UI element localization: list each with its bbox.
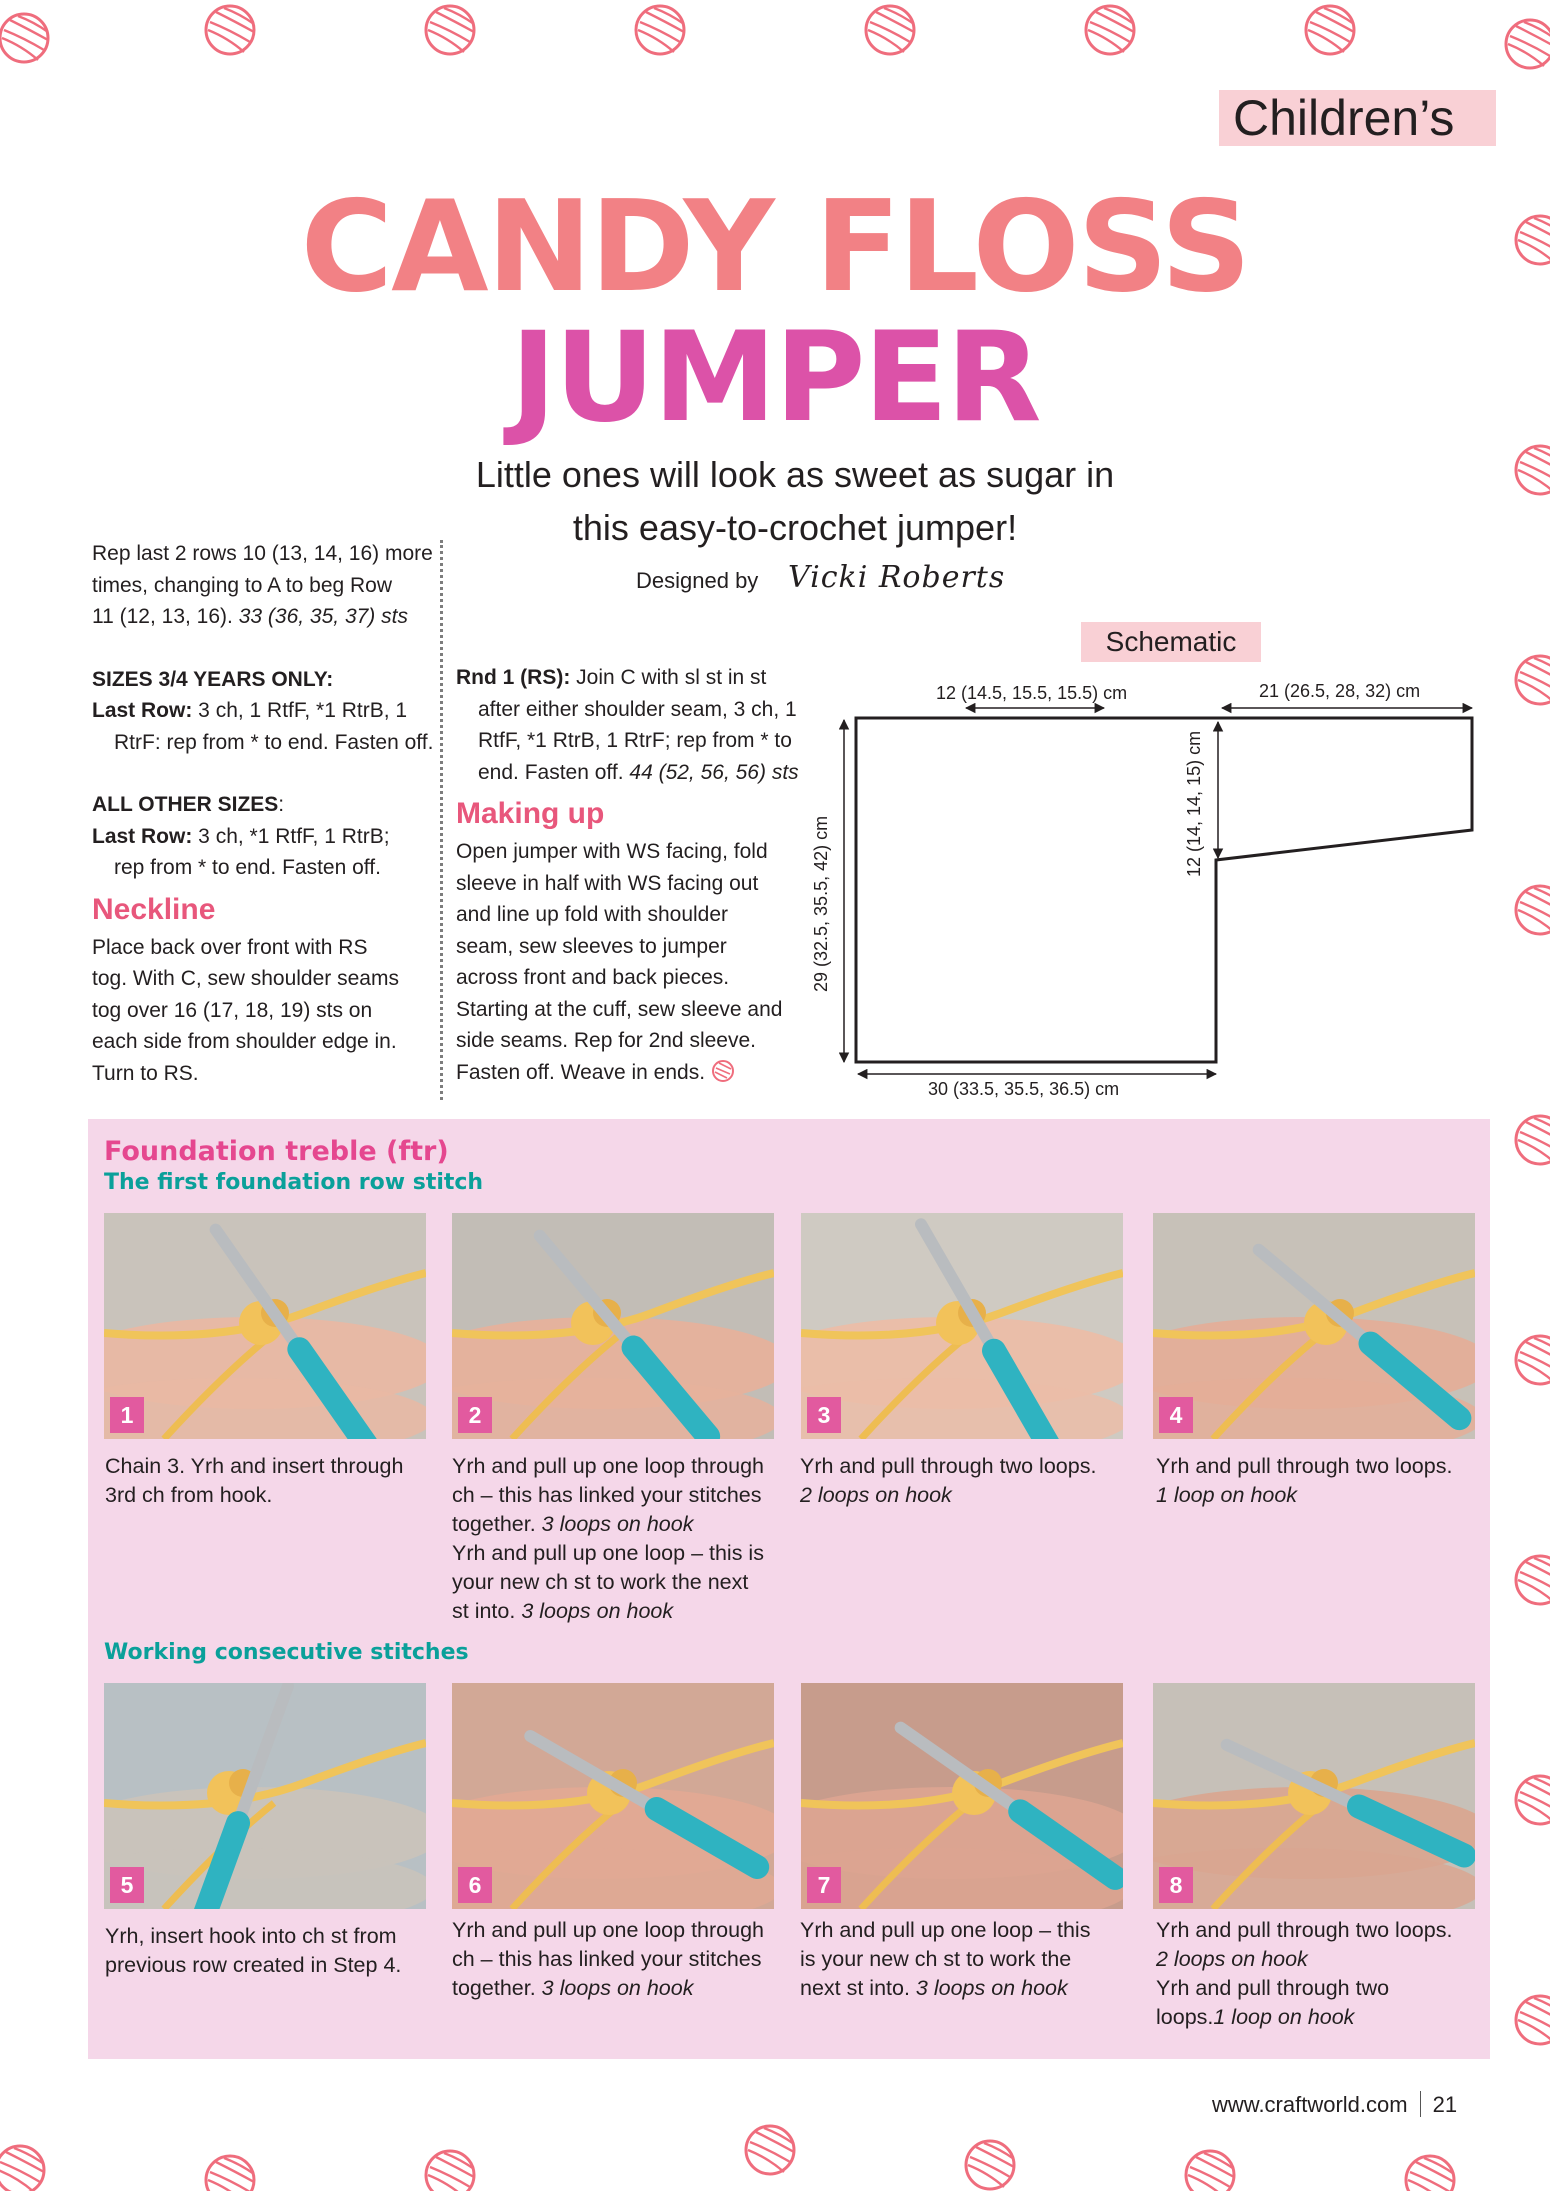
section-tag: [1219, 90, 1496, 146]
text-line: rep from * to end. Fasten off.: [114, 856, 381, 879]
step-caption: [105, 1922, 427, 1980]
yarn-ball-icon: [0, 2140, 50, 2191]
caption-line: [452, 1597, 774, 1626]
text-line: Turn to RS.: [92, 1061, 199, 1085]
step-caption: [452, 1452, 774, 1626]
text-run: together.: [452, 1512, 542, 1536]
round-label: Rnd 1 (RS):: [456, 666, 571, 689]
yarn-ball-icon: [420, 0, 480, 60]
text-line: seam, sew sleeves to jumper: [456, 934, 727, 958]
neckline-heading: Neckline: [92, 892, 216, 926]
yarn-ball-icon: [740, 2120, 800, 2180]
row-label: Last Row:: [92, 699, 193, 722]
loop-count: 3 loops on hook: [521, 1599, 674, 1623]
caption-line: [800, 1481, 1122, 1510]
text-run: loops.: [1156, 2005, 1214, 2029]
text-line: [456, 757, 801, 789]
caption-line: Yrh and pull through two: [1156, 1976, 1390, 2000]
caption-line: [1156, 1481, 1478, 1510]
caption-line: [1156, 2003, 1478, 2032]
yarn-ball-icon: [0, 8, 54, 68]
step-number-badge: 7: [807, 1867, 841, 1903]
text-line: [92, 789, 437, 821]
step-photo: [452, 1213, 774, 1439]
yarn-ball-icon: [1510, 1990, 1550, 2050]
making-up-heading: Making up: [456, 797, 605, 830]
text-line: side seams. Rep for 2nd sleeve.: [456, 1029, 756, 1052]
step-photo: [104, 1683, 426, 1909]
caption-line: Yrh and pull through two loops.: [800, 1454, 1097, 1478]
yarn-ball-icon: [200, 2150, 260, 2191]
caption-line: [800, 1974, 1122, 2003]
sleeve-height-label: 12 (14, 14, 15) cm: [1184, 730, 1204, 877]
instructions-column-1: [92, 538, 437, 1089]
yarn-ball-icon: [1510, 880, 1550, 940]
yarn-end-icon: [711, 1059, 735, 1083]
yarn-ball-icon: [960, 2135, 1020, 2191]
schematic-drawing: [816, 670, 1496, 1110]
caption-line: Yrh and pull up one loop through: [452, 1918, 764, 1942]
step-photo: [801, 1213, 1123, 1439]
row-label: Last Row:: [92, 824, 193, 848]
schematic-tag: [1081, 622, 1261, 662]
subtitle-line-1: Little ones will look as sweet as sugar in: [475, 454, 1115, 495]
text-run: st into.: [452, 1599, 522, 1623]
loop-count: 1 loop on hook: [1156, 1483, 1298, 1507]
text-line: RtfF, *1 RtrB, 1 RtrF; rep from * to: [478, 729, 792, 752]
designer-signature: Vicki Roberts: [788, 560, 1006, 595]
caption-line: Yrh, insert hook into ch st from: [105, 1924, 397, 1948]
yarn-ball-icon: [1180, 2145, 1240, 2191]
step-photo: [1153, 1213, 1475, 1439]
text-line: times, changing to A to beg Row: [92, 573, 393, 597]
step-caption: [1156, 1452, 1478, 1510]
step-number-badge: 3: [807, 1397, 841, 1433]
text-line: [92, 821, 437, 853]
text-line: Rep last 2 rows 10 (13, 14, 16) more: [92, 542, 433, 565]
loop-count: 3 loops on hook: [541, 1976, 694, 2000]
text-line: across front and back pieces.: [456, 966, 730, 989]
text-line: Open jumper with WS facing, fold: [456, 840, 768, 863]
section-tag-text: Children’s: [1233, 90, 1455, 146]
text-line: [456, 1057, 801, 1089]
step-caption: [452, 1916, 774, 2003]
yarn-ball-icon: [1510, 1110, 1550, 1170]
text-run: 3 ch, 1 RtfF, *1 RtrB, 1: [192, 699, 408, 722]
step-number-badge: 6: [458, 1867, 492, 1903]
text-line: RtrF: rep from * to end. Fasten off.: [114, 730, 434, 754]
text-run: 11 (12, 13, 16).: [92, 605, 239, 628]
text-run: Fasten off. Weave in ends.: [456, 1060, 706, 1084]
step-photo: [801, 1683, 1123, 1909]
tutorial-subheading-1: The first foundation row stitch: [104, 1170, 484, 1195]
text-line: tog over 16 (17, 18, 19) sts on: [92, 998, 373, 1022]
tutorial-heading: Foundation treble (ftr): [104, 1136, 449, 1167]
sizes-heading: SIZES 3/4 YEARS ONLY:: [92, 667, 334, 691]
sleeve-length-label: 21 (26.5, 28, 32) cm: [1259, 681, 1421, 701]
text-line: sleeve in half with WS facing out: [456, 871, 759, 895]
schematic-diagram: [811, 670, 1496, 1110]
text-run: end. Fasten off.: [478, 760, 630, 784]
other-sizes-heading: ALL OTHER SIZES: [92, 793, 279, 816]
subtitle-line-2: this easy-to-crochet jumper!: [572, 507, 1018, 548]
yarn-ball-icon: [1510, 650, 1550, 710]
step-number-badge: 5: [110, 1867, 144, 1903]
text-line: Place back over front with RS: [92, 935, 368, 959]
text-run: :: [278, 793, 285, 816]
loop-count: 2 loops on hook: [800, 1483, 952, 1507]
page-footer: [1212, 2090, 1457, 2120]
text-line: [456, 662, 801, 694]
website-link[interactable]: www.craftworld.com: [1212, 2092, 1408, 2117]
yarn-ball-icon: [1510, 1330, 1550, 1390]
caption-line: Yrh and pull up one loop through: [452, 1454, 764, 1478]
instructions-column-2: [456, 662, 801, 1088]
text-line: Starting at the cuff, sew sleeve and: [456, 997, 783, 1021]
text-line: tog. With C, sew shoulder seams: [92, 967, 399, 990]
text-line: after either shoulder seam, 3 ch, 1: [478, 697, 797, 721]
loop-count: 2 loops on hook: [1156, 1947, 1308, 1971]
text-line: each side from shoulder edge in.: [92, 1030, 397, 1053]
yarn-ball-icon: [1510, 1770, 1550, 1830]
step-photo: [104, 1213, 426, 1439]
step-caption: [105, 1452, 427, 1510]
loop-count: 3 loops on hook: [915, 1976, 1068, 2000]
caption-line: Yrh and pull up one loop – this: [800, 1918, 1091, 1942]
caption-line: is your new ch st to work the: [800, 1947, 1072, 1971]
loop-count: 3 loops on hook: [541, 1512, 694, 1536]
title-line-2: JUMPER: [510, 306, 1040, 450]
step-number-badge: 1: [110, 1397, 144, 1433]
caption-line: Yrh and pull through two loops.: [1156, 1454, 1453, 1478]
step-caption: [1156, 1916, 1478, 2032]
caption-line: 3rd ch from hook.: [105, 1483, 273, 1507]
column-divider: [440, 540, 443, 1100]
page-number: 21: [1432, 2092, 1458, 2117]
tutorial-subheading-2: Working consecutive stitches: [104, 1640, 469, 1665]
body-width-label: 30 (33.5, 35.5, 36.5) cm: [928, 1079, 1120, 1099]
neck-width-label: 12 (14.5, 15.5, 15.5) cm: [936, 683, 1128, 703]
yarn-ball-icon: [630, 0, 690, 60]
step-number-badge: 8: [1159, 1867, 1193, 1903]
yarn-ball-icon: [1510, 1550, 1550, 1610]
stitch-count: 44 (52, 56, 56) sts: [629, 760, 799, 784]
yarn-ball-icon: [1300, 0, 1360, 60]
text-line: and line up fold with shoulder: [456, 903, 729, 926]
caption-line: ch – this has linked your stitches: [452, 1947, 762, 1971]
caption-line: [452, 1510, 774, 1539]
text-run: Join C with sl st in st: [570, 666, 767, 689]
body-height-label: 29 (32.5, 35.5, 42) cm: [811, 815, 831, 992]
yarn-ball-icon: [1500, 14, 1550, 74]
caption-line: Yrh and pull up one loop – this is: [452, 1541, 764, 1565]
yarn-ball-icon: [1400, 2150, 1460, 2191]
footer-separator: [1420, 2091, 1421, 2117]
text-line: [92, 695, 437, 727]
step-number-badge: 4: [1159, 1397, 1193, 1433]
step-photo: [1153, 1683, 1475, 1909]
step-photo: [452, 1683, 774, 1909]
yarn-ball-icon: [1080, 0, 1140, 60]
caption-line: [452, 1974, 774, 2003]
yarn-ball-icon: [420, 2145, 480, 2191]
step-caption: [800, 1916, 1122, 2003]
text-run: together.: [452, 1976, 542, 2000]
step-caption: [800, 1452, 1122, 1510]
designed-by-label: Designed by: [636, 568, 759, 593]
text-line: [92, 601, 437, 633]
text-run: next st into.: [800, 1976, 916, 2000]
text-run: 3 ch, *1 RtfF, 1 RtrB;: [192, 824, 390, 848]
loop-count: 1 loop on hook: [1213, 2005, 1355, 2029]
title-line-1: CANDY FLOSS: [300, 173, 1250, 320]
step-number-badge: 2: [458, 1397, 492, 1433]
caption-line: previous row created in Step 4.: [105, 1953, 402, 1977]
stitch-count: 33 (36, 35, 37) sts: [238, 605, 408, 628]
yarn-ball-icon: [200, 0, 260, 60]
caption-line: Chain 3. Yrh and insert through: [105, 1454, 404, 1478]
caption-line: [1156, 1945, 1478, 1974]
caption-line: Yrh and pull through two loops.: [1156, 1918, 1453, 1942]
caption-line: ch – this has linked your stitches: [452, 1483, 762, 1507]
schematic-label: Schematic: [1105, 626, 1237, 657]
caption-line: your new ch st to work the next: [452, 1570, 749, 1594]
yarn-ball-icon: [860, 0, 920, 60]
